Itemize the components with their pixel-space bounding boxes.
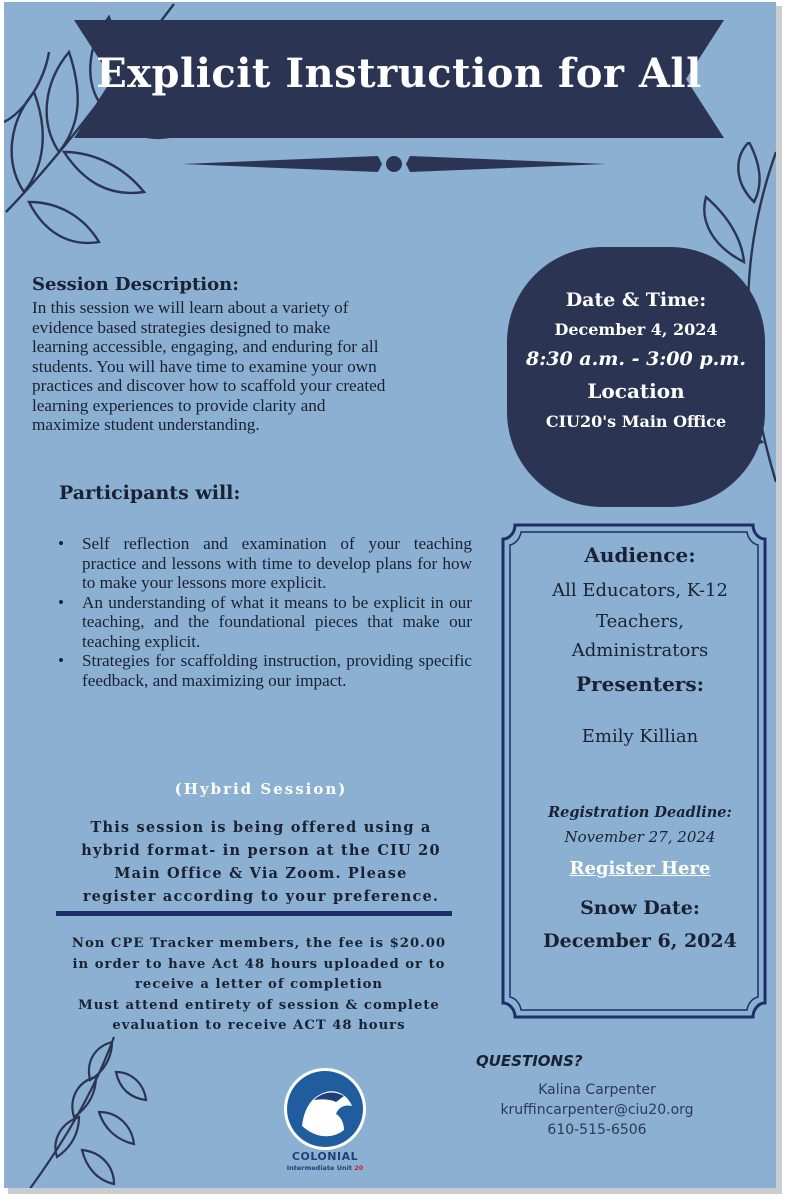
description-line: evidence based strategies designed to make xyxy=(32,317,331,337)
description-line: practices and discover how to scaffold your created xyxy=(32,376,386,395)
snow-date: December 6, 2024 xyxy=(543,930,737,952)
date-time-panel xyxy=(507,247,765,507)
hybrid-line: hybrid format- in person at the CIU 20 xyxy=(81,842,441,859)
page-shadow-right xyxy=(776,6,782,1192)
description-line: students. You will have time to examine your own xyxy=(32,356,377,376)
hybrid-line: Main Office & Via Zoom. Please xyxy=(114,865,408,882)
logo-subtitle xyxy=(274,1164,376,1172)
page-title: Explicit Instruction for All xyxy=(96,50,702,97)
logo-unit-number: 20 xyxy=(354,1164,364,1172)
audience-line: Administrators xyxy=(571,640,709,661)
title-banner xyxy=(74,20,724,138)
colonial-iu20-logo xyxy=(274,1066,376,1178)
fee-line: evaluation to receive ACT 48 hours xyxy=(112,1018,406,1033)
bullet-icon: • xyxy=(58,534,65,553)
section-divider xyxy=(56,911,452,916)
event-location: CIU20's Main Office xyxy=(545,412,727,431)
audience-line: Teachers, xyxy=(596,611,684,632)
page-shadow-bottom xyxy=(8,1188,782,1194)
fee-notice xyxy=(30,934,488,1037)
presenters-heading: Presenters: xyxy=(576,672,704,696)
fee-line: Non CPE Tracker members, the fee is $20.00 xyxy=(71,936,447,951)
participants-heading: Participants will: xyxy=(59,482,241,504)
location-heading: Location xyxy=(587,379,685,403)
event-date: December 4, 2024 xyxy=(554,320,718,339)
date-time-heading: Date & Time: xyxy=(565,289,707,311)
hybrid-session-text xyxy=(38,816,484,908)
audience-heading: Audience: xyxy=(584,543,696,567)
flyer xyxy=(4,2,776,1188)
colonial-emblem-icon xyxy=(274,1066,376,1152)
list-item-text: An understanding of what it means to be explicit in our teaching, and the foundational pieces that make our teaching explicit. xyxy=(82,592,472,651)
logo-wordmark: COLONIAL xyxy=(291,1150,359,1163)
contact-name: Kalina Carpenter xyxy=(538,1082,656,1098)
hybrid-line: This session is being offered using a xyxy=(90,819,432,836)
contact-email-link[interactable]: kruffincarpenter@ciu20.org xyxy=(500,1102,694,1118)
session-description-body xyxy=(32,298,492,435)
audience-line: All Educators, K-12 xyxy=(552,580,728,601)
session-description-heading: Session Description: xyxy=(32,274,239,295)
fee-line: receive a letter of completion xyxy=(134,977,383,992)
fee-line: Must attend entirety of session & complete xyxy=(78,997,440,1013)
list-item xyxy=(58,534,472,593)
register-here-link[interactable]: Register Here xyxy=(569,858,711,879)
fee-line: in order to have Act 48 hours uploaded or to xyxy=(72,956,446,972)
bullet-icon: • xyxy=(58,592,65,612)
list-item xyxy=(58,651,472,690)
snow-date-heading: Snow Date: xyxy=(580,897,700,919)
registration-deadline-heading: Registration Deadline: xyxy=(548,804,732,821)
description-line: In this session we will learn about a variety of xyxy=(32,298,349,317)
description-line: learning experiences to provide clarity and xyxy=(32,395,326,415)
registration-deadline-date: November 27, 2024 xyxy=(564,828,716,846)
logo-subtitle-text: Intermediate Unit xyxy=(286,1164,352,1172)
participants-list xyxy=(58,534,472,690)
leaf-branch-bottom-left-icon xyxy=(24,1032,174,1188)
presenter-name: Emily Killian xyxy=(581,726,699,747)
ornament-divider-icon xyxy=(182,150,606,178)
contact-phone: 610-515-6506 xyxy=(547,1122,647,1138)
list-item-text: Strategies for scaffolding instruction, providing specific feedback, and maximizing our impact. xyxy=(82,651,472,690)
description-line: maximize student understanding. xyxy=(32,415,260,434)
bullet-icon: • xyxy=(58,651,65,670)
description-line: learning accessible, engaging, and enduring for all xyxy=(32,337,379,356)
hybrid-session-label: (Hybrid Session) xyxy=(174,780,348,798)
list-item xyxy=(58,593,472,652)
questions-heading: QUESTIONS? xyxy=(476,1052,583,1070)
event-time: 8:30 a.m. - 3:00 p.m. xyxy=(526,348,746,370)
list-item-text: Self reflection and examination of your teaching practice and lessons with time to develop plans for how to make your lessons more explicit. xyxy=(82,534,472,592)
hybrid-line: register according to your preference. xyxy=(82,888,440,905)
